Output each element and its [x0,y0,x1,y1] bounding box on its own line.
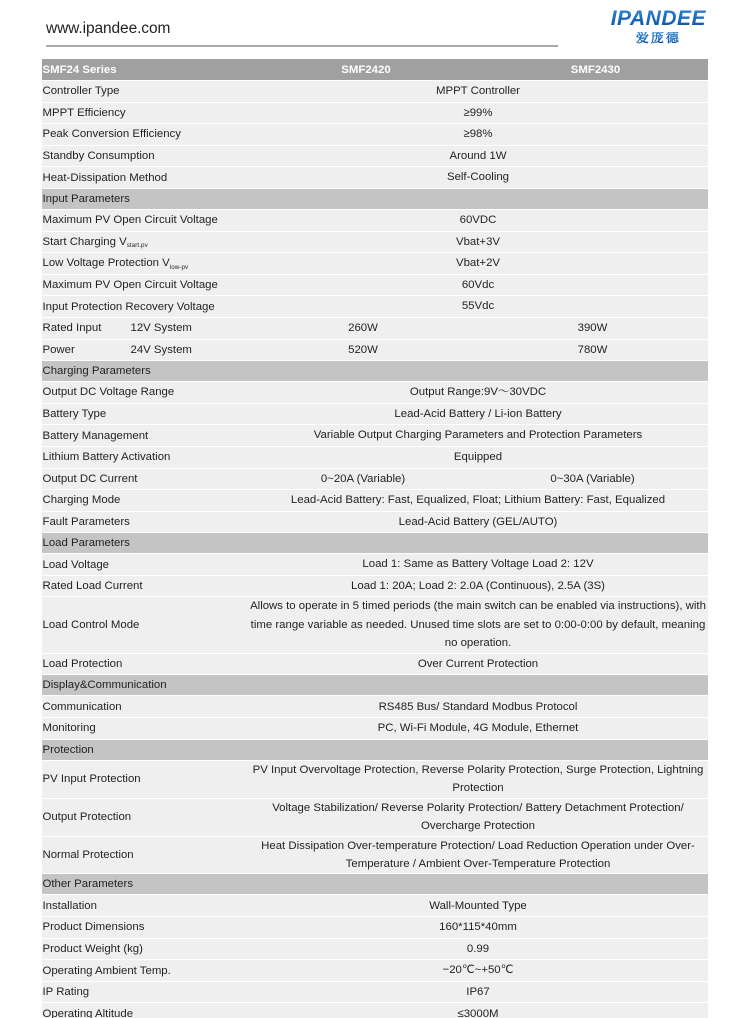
value-shared: IP67 [249,982,708,1003]
table-row [42,425,707,446]
value-shared: 160*115*40mm [249,917,708,938]
row-label-heat-dissipation-method: Heat-Dissipation Method [42,167,248,188]
value-shared: Lead-Acid Battery / Li-ion Battery [249,404,708,425]
table-row [42,837,707,874]
section-title-protection: Protection [42,740,707,760]
value-shared: Vbat+2V [249,253,708,274]
value-smf2420: 0~20A (Variable) [249,469,478,490]
value-shared: ≥99% [249,103,708,124]
row-label-monitoring: Monitoring [42,718,248,739]
value-shared: Heat Dissipation Over-temperature Protection/ Load Reduction Operation under Over-Temperature / Ambient Over-Temperature Protection [249,837,708,874]
row-label-subscript: low-pv [169,263,189,271]
row-label-rated-load-current: Rated Load Current [42,576,248,597]
row-label-output-protection: Output Protection [42,799,248,836]
row-label-normal-protection: Normal Protection [42,837,248,874]
site-url: www.ipandee.com [46,20,171,37]
value-shared: 60VDC [249,210,708,231]
table-row [42,597,707,652]
table-row [42,917,707,938]
brand-name-chinese: 爱庞德 [611,32,706,45]
table-row [42,81,707,102]
column-header-smf2420: SMF2420 [249,59,478,80]
table-row [42,382,707,403]
row-label-subscript: start.pv [126,242,148,250]
row-label-controller-type: Controller Type [42,81,248,102]
value-shared: Over Current Protection [249,654,708,675]
table-row [42,469,707,490]
brand-name: IPANDEE [610,7,706,30]
header-divider [46,45,558,47]
value-shared: 0.99 [249,939,708,960]
section-title-display-communication: Display&Communication [42,675,707,695]
section-title-charging-parameters: Charging Parameters [42,361,707,381]
row-label-ip-rating: IP Rating [42,982,248,1003]
row-label-output-dc-voltage-range: Output DC Voltage Range [42,382,248,403]
row-label-fault-parameters: Fault Parameters [42,512,248,533]
table-row [42,318,707,339]
value-shared: Lead-Acid Battery: Fast, Equalized, Float; Lithium Battery: Fast, Equalized [249,490,708,511]
value-shared: Variable Output Charging Parameters and Protection Parameters [249,425,708,446]
section-header-row [42,874,707,894]
table-row [42,982,707,1003]
row-label-power: Power [42,340,130,361]
row-label-load-voltage: Load Voltage [42,554,248,575]
section-header-row [42,361,707,381]
row-label-start-charging-v: Start Charging $V_{start.pv}$ [42,232,248,253]
row-label-operating-altitude: Operating Altitude [42,1003,248,1018]
column-header-series: SMF24 Series [42,59,248,80]
table-row [42,404,707,425]
row-label-load-protection: Load Protection [42,654,248,675]
row-label-peak-conversion-efficiency: Peak Conversion Efficiency [42,124,248,145]
value-shared: 60Vdc [249,275,708,296]
section-header-row [42,189,707,209]
row-label-operating-ambient-temp: Operating Ambient Temp. [42,960,248,981]
value-shared: Equipped [249,447,708,468]
table-header-row [42,59,707,80]
row-label-output-dc-current: Output DC Current [42,469,248,490]
row-label-low-voltage-protection-v: Low Voltage Protection $V_{low-pv}$ [42,253,248,274]
value-shared: Voltage Stabilization/ Reverse Polarity Protection/ Battery Detachment Protection/ Overcharge Protection [249,799,708,836]
row-label-product-dimensions: Product Dimensions [42,917,248,938]
table-row [42,232,707,253]
table-row [42,253,707,274]
table-row [42,554,707,575]
table-row [42,939,707,960]
table-row [42,340,707,361]
row-label-maximum-pv-open-circuit-voltage: Maximum PV Open Circuit Voltage [42,210,248,231]
table-row [42,447,707,468]
row-label-maximum-pv-open-circuit-voltage: Maximum PV Open Circuit Voltage [42,275,248,296]
row-label-battery-management: Battery Management [42,425,248,446]
section-title-other-parameters: Other Parameters [42,874,707,894]
value-smf2430: 390W [478,318,708,339]
row-label-communication: Communication [42,696,248,717]
value-shared: Allows to operate in 5 timed periods (the main switch can be enabled via instructions), with time range variable as needed. Unused time slots are set to 0:00-0:00 by default, meaning no operation. [249,597,708,652]
table-row [42,146,707,167]
value-shared: Wall-Mounted Type [249,895,708,916]
row-label-lithium-battery-activation: Lithium Battery Activation [42,447,248,468]
table-row [42,512,707,533]
table-row [42,576,707,597]
value-shared: Load 1: Same as Battery Voltage Load 2: 12V [249,554,708,575]
value-shared: PC, Wi-Fi Module, 4G Module, Ethernet [249,718,708,739]
table-row [42,960,707,981]
value-smf2420: 260W [249,318,478,339]
row-label-product-weight-kg: Product Weight (kg) [42,939,248,960]
value-smf2430: 0~30A (Variable) [478,469,708,490]
row-label-standby-consumption: Standby Consumption [42,146,248,167]
value-shared: Lead-Acid Battery (GEL/AUTO) [249,512,708,533]
table-row [42,718,707,739]
table-row [42,761,707,798]
brand-logo [611,8,706,45]
value-smf2420: 520W [249,340,478,361]
value-shared: RS485 Bus/ Standard Modbus Protocol [249,696,708,717]
table-row [42,296,707,317]
row-label-load-control-mode: Load Control Mode [42,597,248,652]
table-row [42,167,707,188]
table-row [42,799,707,836]
row-label-pv-input-protection: PV Input Protection [42,761,248,798]
table-row [42,490,707,511]
column-header-smf2430: SMF2430 [478,59,708,80]
value-shared: −20℃~+50℃ [249,960,708,981]
row-label-battery-type: Battery Type [42,404,248,425]
value-shared: ≥98% [249,124,708,145]
table-row [42,1003,707,1018]
value-shared: ≤3000M [249,1003,708,1018]
value-smf2430: 780W [478,340,708,361]
value-shared: MPPT Controller [249,81,708,102]
row-label-input-protection-recovery-voltage: Input Protection Recovery Voltage [42,296,248,317]
value-shared: Self-Cooling [249,167,708,188]
page-header [0,0,750,58]
table-row [42,696,707,717]
row-label-charging-mode: Charging Mode [42,490,248,511]
table-row [42,210,707,231]
table-row [42,124,707,145]
table-row [42,275,707,296]
row-label-rated-input: Rated Input [42,318,130,339]
table-row [42,654,707,675]
value-shared: Output Range:9V～30VDC [249,382,708,403]
value-shared: PV Input Overvoltage Protection, Reverse Polarity Protection, Surge Protection, Lightning Protection [249,761,708,798]
row-sublabel-12v-system: 12V System [130,318,248,339]
specification-table [42,58,707,1018]
section-header-row [42,675,707,695]
section-title-load-parameters: Load Parameters [42,533,707,553]
row-label-installation: Installation [42,895,248,916]
section-header-row [42,533,707,553]
row-label-mppt-efficiency: MPPT Efficiency [42,103,248,124]
value-shared: Load 1: 20A; Load 2: 2.0A (Continuous), 2.5A (3S) [249,576,708,597]
value-shared: 55Vdc [249,296,708,317]
value-shared: Vbat+3V [249,232,708,253]
value-shared: Around 1W [249,146,708,167]
section-header-row [42,740,707,760]
table-row [42,895,707,916]
section-title-input-parameters: Input Parameters [42,189,707,209]
row-sublabel-24v-system: 24V System [130,340,248,361]
table-row [42,103,707,124]
